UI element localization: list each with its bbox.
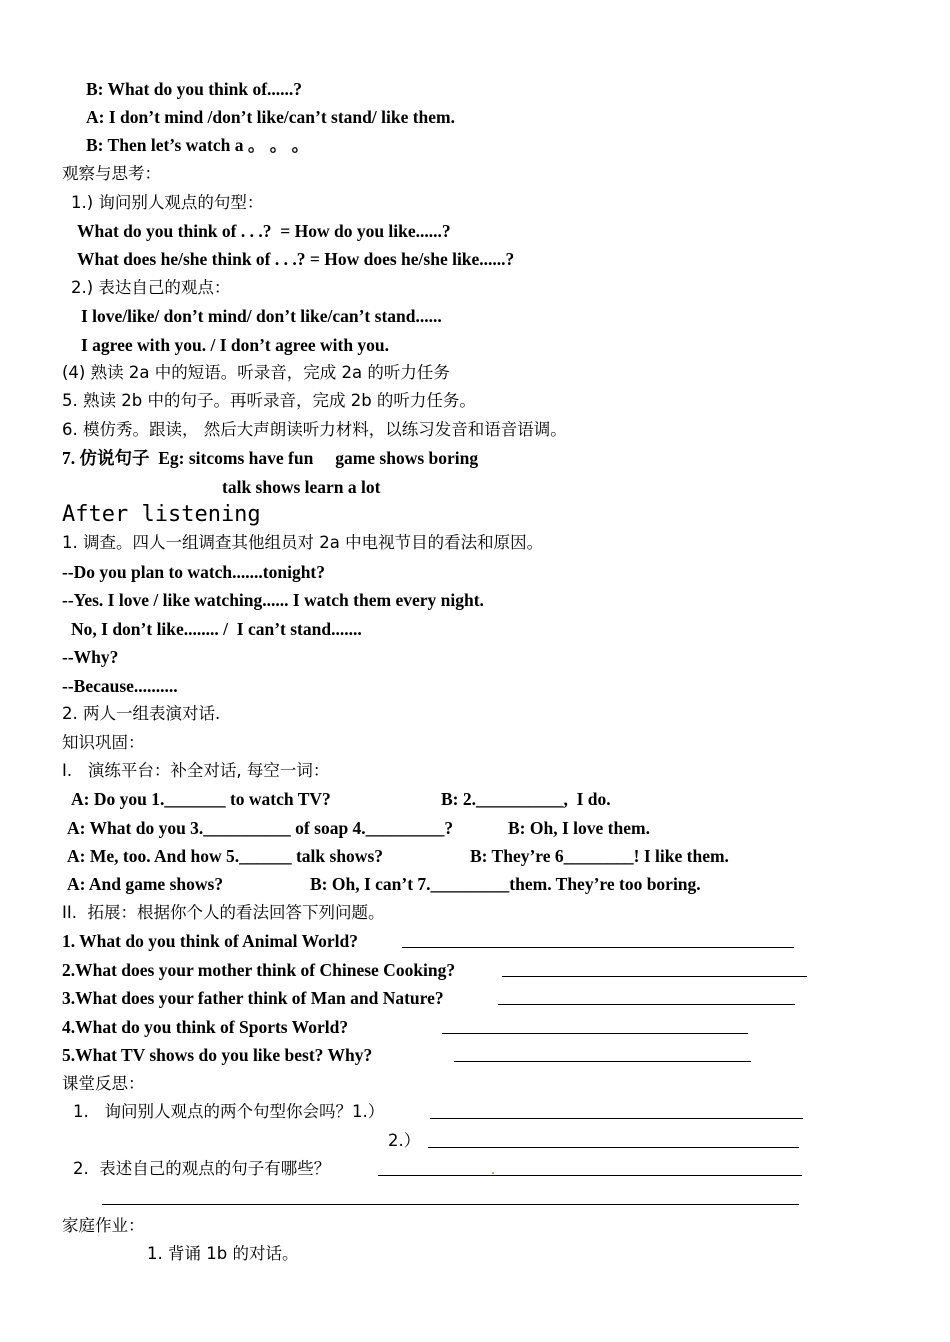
stray-mark bbox=[492, 1172, 494, 1174]
dialogue-line: B: Then let’s watch a 。 。 。 bbox=[86, 135, 310, 155]
exercise-line: A: And game shows? bbox=[67, 874, 224, 894]
answer-blank[interactable] bbox=[498, 1004, 795, 1005]
section-heading: 观察与思考： bbox=[62, 164, 161, 183]
exercise-line: B: They’re 6________! I like them. bbox=[470, 846, 729, 866]
pattern-line: What does he/she think of . . .? = How does he/she like......? bbox=[77, 249, 515, 269]
question-line: 3.What does your father think of Man and Nature? bbox=[62, 988, 444, 1008]
question-line: 5.What TV shows do you like best? Why? bbox=[62, 1045, 373, 1065]
exercise-line: A: Me, too. And how 5.______ talk shows? bbox=[67, 846, 383, 866]
instruction-line: (4) 熟读 2a 中的短语。听录音，完成 2a 的听力任务 bbox=[62, 363, 450, 382]
dialogue-line: B: What do you think of......? bbox=[86, 79, 303, 99]
answer-blank[interactable] bbox=[454, 1061, 751, 1062]
dialogue-line: A: I don’t mind /don’t like/can’t stand/ like them. bbox=[86, 107, 455, 127]
section-heading: 知识巩固： bbox=[62, 733, 145, 752]
answer-blank[interactable] bbox=[428, 1147, 799, 1148]
question-line: 1. What do you think of Animal World? bbox=[62, 931, 358, 951]
homework-line: 1. 背诵 1b 的对话。 bbox=[147, 1244, 299, 1263]
exercise-line: A: Do you 1._______ to watch TV? bbox=[71, 789, 331, 809]
pattern-line: What do you think of . . .? = How do you like......? bbox=[77, 221, 451, 241]
reflection-line: 2. 表述自己的观点的句子有哪些？ bbox=[73, 1159, 331, 1178]
answer-blank[interactable] bbox=[430, 1118, 803, 1119]
section-heading: 课堂反思： bbox=[62, 1074, 145, 1093]
pattern-line: I love/like/ don’t mind/ don’t like/can’t stand...... bbox=[81, 306, 442, 326]
exercise-line: B: Oh, I love them. bbox=[508, 818, 650, 838]
instruction-line: 5. 熟读 2b 中的句子。再听录音，完成 2b 的听力任务。 bbox=[62, 391, 476, 410]
exercise-heading: I. 演练平台：补全对话, 每空一词： bbox=[62, 761, 330, 780]
subheading: 2.) 表达自己的观点： bbox=[71, 278, 231, 297]
answer-blank[interactable] bbox=[442, 1033, 748, 1034]
exercise-line: A: What do you 3.__________ of soap 4._________? bbox=[67, 818, 454, 838]
exercise-line: B: Oh, I can’t 7._________them. They’re too boring. bbox=[310, 874, 701, 894]
dialogue-line: --Because.......... bbox=[62, 676, 178, 696]
example-line: talk shows learn a lot bbox=[222, 477, 381, 497]
answer-blank[interactable] bbox=[402, 947, 794, 948]
answer-blank[interactable] bbox=[102, 1204, 799, 1205]
instruction-line: 2. 两人一组表演对话. bbox=[62, 704, 221, 723]
dialogue-line: --Why? bbox=[62, 647, 119, 667]
dialogue-line: No, I don’t like........ / I can’t stand....... bbox=[71, 619, 362, 639]
section-heading: 家庭作业： bbox=[62, 1216, 145, 1235]
answer-blank[interactable] bbox=[502, 976, 807, 977]
section-title: After listening bbox=[62, 502, 261, 527]
dialogue-line: --Yes. I love / like watching...... I watch them every night. bbox=[62, 590, 484, 610]
reflection-line: 1. 询问别人观点的两个句型你会吗？1.） bbox=[73, 1102, 385, 1121]
subheading: 1.) 询问别人观点的句型： bbox=[71, 193, 264, 212]
instruction-line: 1. 调查。四人一组调查其他组员对 2a 中电视节目的看法和原因。 bbox=[62, 533, 544, 552]
instruction-line: 7. 仿说句子 Eg: sitcoms have fun game shows boring bbox=[62, 448, 479, 468]
answer-blank[interactable] bbox=[378, 1175, 802, 1176]
question-line: 4.What do you think of Sports World? bbox=[62, 1017, 349, 1037]
instruction-line: 6. 模仿秀。跟读， 然后大声朗读听力材料，以练习发音和语音语调。 bbox=[62, 420, 567, 439]
exercise-line: B: 2.__________, I do. bbox=[441, 789, 611, 809]
question-line: 2.What does your mother think of Chinese Cooking? bbox=[62, 960, 456, 980]
dialogue-line: --Do you plan to watch.......tonight? bbox=[62, 562, 326, 582]
reflection-line: 2.） bbox=[388, 1131, 421, 1150]
exercise-heading: II. 拓展：根据你个人的看法回答下列问题。 bbox=[62, 903, 385, 922]
pattern-line: I agree with you. / I don’t agree with you. bbox=[81, 335, 390, 355]
